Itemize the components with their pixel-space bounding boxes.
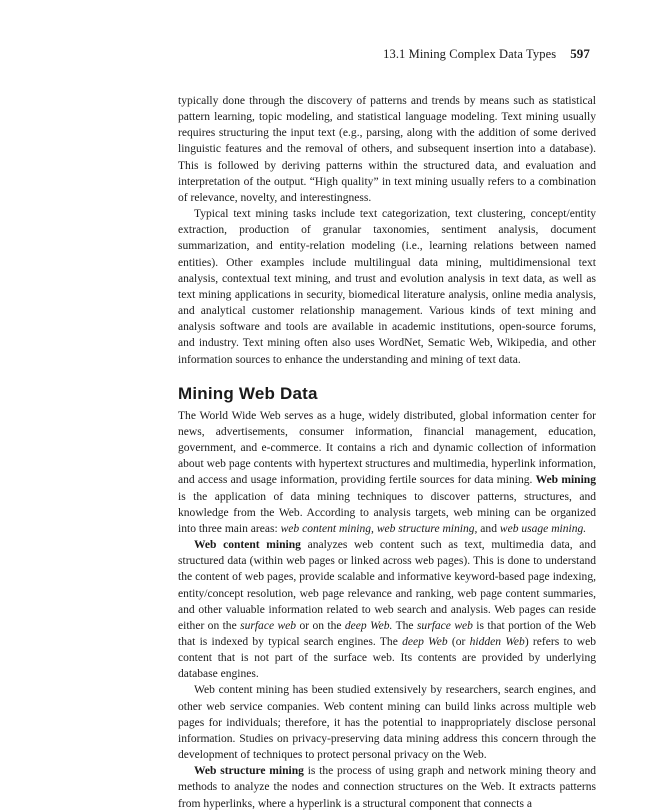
paragraph-text-mining-tasks: Typical text mining tasks include text categorization, text clustering, concept/entity extraction, production of granular taxonomies, sentiment analysis, document summarization, and entity-relation modeling (i.e., learning relations between named entities). Other examples include multilingual data mining, multidimensional text analysis, contextual text mining, and trust and evolution analysis in text data, as well as text mining applications in security, biomedical literature analysis, online media analysis, and analytical customer relationship management. Various kinds of text mining and analysis software and tools are available in academic institutions, open-source forums, and industry. Text mining often also uses WordNet, Sematic Web, Wikipedia, and other information sources to enhance the understanding and mining of text data. — [178, 208, 596, 366]
term-web-content-mining: Web content mining — [194, 539, 301, 552]
term-web-structure-mining: Web structure mining — [194, 765, 304, 778]
term-three-areas: web content mining, web structure mining, — [280, 522, 478, 535]
running-head — [383, 46, 590, 62]
paragraph-privacy: Web content mining has been studied extensively by researchers, search engines, and other web service companies. Web content mining can build links across multiple web pages for individuals; therefore, it has the potential to inappropriately disclose personal information. Studies on privacy-preserving data mining address this concern through the development of techniques to protect personal privacy on the Web. — [178, 684, 596, 762]
paragraph-web-intro: The World Wide Web serves as a huge, widely distributed, global information center for news, advertisements, consumer information, financial management, education, government, and e-commerce. It contains a rich and dynamic collection of information about web page contents with hypertext structures and multimedia, hyperlink information, and access and usage information, providing fertile sources for data mining. Web mining is the application of data mining techniques to discover patterns, structures, and knowledge from the Web. According to analysis targets, web mining can be organized into three main areas: web content mining, web structure mining, and web usage mining. — [178, 409, 596, 535]
running-title: 13.1 Mining Complex Data Types — [383, 47, 557, 61]
paragraph-text-mining-continued: typically done through the discovery of patterns and trends by means such as statistical pattern learning, topic modeling, and statistical language modeling. Text mining usually requires structuring the input text (e.g., parsing, along with the addition of some derived linguistic features and the removal of others, and subsequent insertion into a database). This is followed by deriving patterns within the structured data, and evaluation and interpretation of the output. “High quality” in text mining usually refers to a combination of relevance, novelty, and interestingness. — [178, 95, 596, 204]
body-text — [178, 93, 596, 812]
term-web-mining: Web mining — [535, 474, 596, 487]
section-heading: Mining Web Data — [178, 383, 318, 403]
paragraph-web-content-mining: Web content mining analyzes web content such as text, multimedia data, and structured data (within web pages or linked across web pages). This is done to understand the content of web pages, provide scalable and informative keyword-based page indexing, entity/concept resolution, web page relevance and ranking, web page content summaries, and other valuable information related to web search and analysis. Web pages can reside either on the surface web or on the deep Web. The surface web is that portion of the Web that is indexed by typical search engines. The deep Web (or hidden Web) refers to web content that is not part of the surface web. Its contents are provided by underlying database engines. — [178, 539, 596, 681]
page-number: 597 — [570, 46, 590, 61]
paragraph-web-structure-mining: Web structure mining is the process of using graph and network mining theory and methods to analyze the nodes and connection structures on the Web. It extracts patterns from hyperlinks, where a hyperlink is a structural component that connects a — [178, 765, 596, 810]
term-web-usage-mining: web usage mining. — [499, 522, 587, 535]
